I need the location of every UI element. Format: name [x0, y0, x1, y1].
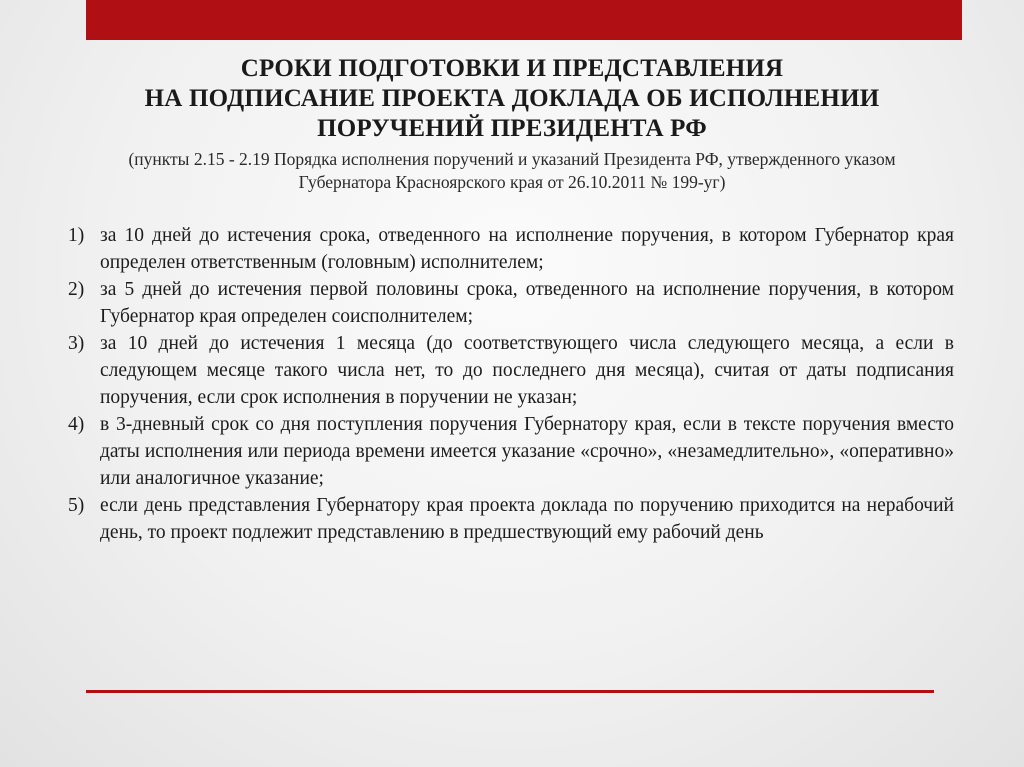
- list-item-text: в 3-дневный срок со дня поступления поручения Губернатору края, если в тексте поручения вместо даты исполнения или периода времени имеется указание «срочно», «незамедлительно», «оперативно» или аналогичное указание;: [100, 414, 954, 489]
- list-item-5: [68, 492, 954, 546]
- deadline-list: [68, 222, 954, 546]
- list-item-number: 2): [68, 279, 85, 300]
- title-line-2: НА ПОДПИСАНИЕ ПРОЕКТА ДОКЛАДА ОБ ИСПОЛНЕНИИ: [144, 85, 880, 112]
- list-item-text: за 5 дней до истечения первой половины срока, отведенного на исполнение поручения, в котором Губернатор края определен соисполнителем;: [100, 279, 954, 327]
- list-item-1: [68, 222, 954, 276]
- title-line-3: ПОРУЧЕНИЙ ПРЕЗИДЕНТА РФ: [317, 115, 707, 142]
- list-item-3: [68, 330, 954, 411]
- title-line-1: СРОКИ ПОДГОТОВКИ И ПРЕДСТАВЛЕНИЯ: [240, 55, 784, 82]
- list-item-number: 4): [68, 414, 85, 435]
- list-item-4: [68, 411, 954, 492]
- subtitle-line-2: Губернатора Красноярского края от 26.10.2011 № 199-уг): [298, 172, 726, 192]
- list-item-number: 5): [68, 495, 85, 516]
- list-item-text: за 10 дней до истечения 1 месяца (до соответствующего числа следующего месяца, а если в следующем месяце такого числа нет, то до последнего дня месяца), считая от даты подписания поручения, если срок исполнения в поручении не указан;: [100, 333, 954, 408]
- list-item-2: [68, 276, 954, 330]
- list-item-text: за 10 дней до истечения срока, отведенного на исполнение поручения, в котором Губернатор края определен ответственным (головным) исполнителем;: [100, 225, 954, 273]
- top-accent-bar: [86, 0, 962, 40]
- list-item-number: 3): [68, 333, 85, 354]
- bottom-accent-line: [86, 690, 934, 693]
- subtitle-line-1: (пункты 2.15 - 2.19 Порядка исполнения поручений и указаний Президента РФ, утвержденного указом: [128, 149, 896, 169]
- title-block: [60, 54, 964, 194]
- list-item-text: если день представления Губернатору края проекта доклада по поручению приходится на нерабочий день, то проект подлежит представлению в предшествующий ему рабочий день: [100, 495, 954, 543]
- list-item-number: 1): [68, 225, 85, 246]
